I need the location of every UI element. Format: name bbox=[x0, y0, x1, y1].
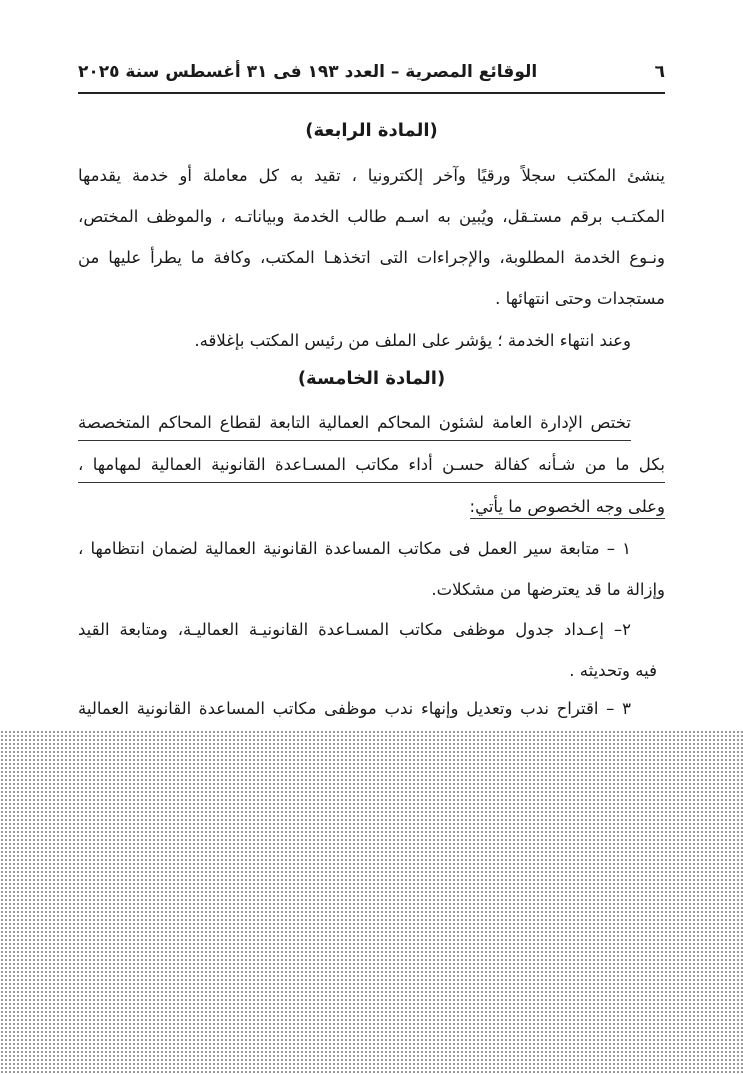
article-4-closing: وعند انتهاء الخدمة ؛ يؤشر على الملف من رئيس المكتب بإغلاقه. bbox=[194, 331, 631, 350]
gazette-title: الوقائع المصرية – العدد ١٩٣ فى ٣١ أغسطس سنة ٢٠٢٥ bbox=[78, 62, 538, 82]
dotted-overlay bbox=[0, 730, 743, 1074]
item-2-line-1: ٢– إعـداد جدول موظفى مكاتب المسـاعدة القانونيـة العماليـة، ومتابعة القيد bbox=[78, 620, 631, 639]
item-1-line-1: ١ – متابعة سير العمل فى مكاتب المساعدة القانونية العمالية لضمان انتظامها ، bbox=[78, 539, 631, 558]
article-4-heading: (المادة الرابعة) bbox=[305, 120, 438, 141]
item-3-line-1: ٣ – اقتراح ندب وتعديل وإنهاء ندب موظفى مكاتب المساعدة القانونية العمالية bbox=[78, 699, 631, 718]
page-number: ٦ bbox=[654, 62, 665, 82]
article-4-line-3: ونـوع الخدمة المطلوبة، والإجراءات التى اتخذهـا المكتب، وكافة ما يطرأ عليها من bbox=[78, 248, 665, 267]
article-4-line-1: ينشئ المكتب سجلاً ورقيًا وآخر إلكترونيا ، تقيد به كل معاملة أو خدمة يقدمها bbox=[78, 166, 665, 185]
article-4-line-2: المكتـب برقم مستـقل، ويُبين به اسـم طالب الخدمة وبياناتـه ، والموظف المختص، bbox=[78, 207, 665, 226]
page-header bbox=[78, 58, 665, 94]
article-5-line-3 bbox=[78, 491, 665, 523]
article-5-line-3-text: وعلى وجه الخصوص ما يأتي: bbox=[470, 497, 665, 519]
article-5-line-2: بكل ما من شـأنه كفالة حسـن أداء مكاتب المسـاعدة القانونية العمالية لمهامها ، bbox=[78, 450, 665, 483]
article-5-line-1: تختص الإدارة العامة لشئون المحاكم العمالية التابعة لقطاع المحاكم المتخصصة bbox=[78, 408, 631, 441]
item-2-line-2: فيه وتحديثه . bbox=[569, 661, 657, 680]
item-1-line-2: وإزالة ما قد يعترضها من مشكلات. bbox=[431, 580, 665, 599]
article-5-heading: (المادة الخامسة) bbox=[297, 368, 446, 389]
article-4-line-4: مستجدات وحتى انتهائها . bbox=[495, 289, 665, 308]
